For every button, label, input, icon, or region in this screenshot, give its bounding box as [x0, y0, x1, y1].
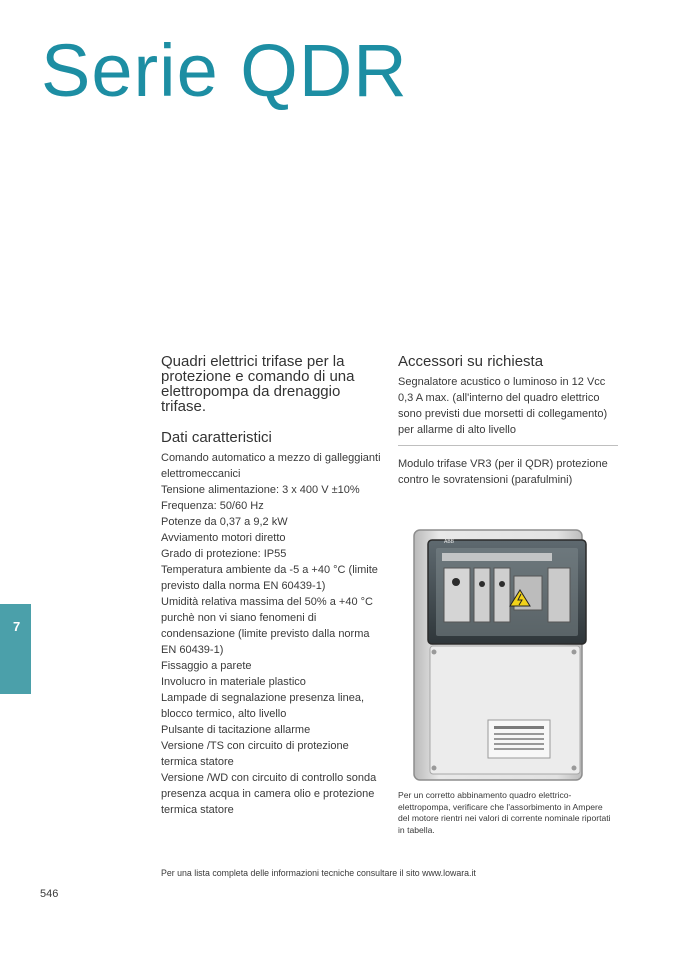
photo-brand-text: ABB — [444, 539, 455, 545]
spec-item: Lampade di segnalazione presenza linea, blocco termico, alto livello — [161, 692, 365, 720]
page-title: Serie QDR — [41, 29, 408, 112]
spec-item: Temperatura ambiente da -5 a +40 °C (limite previsto dalla norma EN 60439-1) — [161, 564, 378, 592]
photo-caption: Per un corretto abbinamento quadro elettrico-elettropompa, verificare che l'assorbimento in Ampere del motore rientri nei valori di corrente nominale riportati in tabella. — [398, 790, 611, 835]
spec-item: Potenze da 0,37 a 9,2 kW — [161, 516, 288, 528]
spec-item: Pulsante di tacitazione allarme — [161, 724, 311, 736]
section-tab-number: 7 — [13, 619, 21, 634]
accessories-heading: Accessori su richiesta — [398, 353, 544, 370]
spec-item: Umidità relativa massima del 50% a +40 °C purchè non vi siano fenomeni di condensazione (limite previsto dalla norma EN 60439-1) — [161, 596, 373, 656]
left-column — [161, 354, 383, 818]
lead-text: Quadri elettrici trifase per la protezione e comando di una elettropompa da drenaggio trifase. — [161, 353, 355, 415]
spec-item: Versione /TS con circuito di protezione termica statore — [161, 740, 349, 768]
page-number: 546 — [40, 888, 59, 900]
spec-item: Involucro in materiale plastico — [161, 676, 306, 688]
accessory-item: Modulo trifase VR3 (per il QDR) protezione contro le sovratensioni (parafulmini) — [398, 458, 608, 486]
right-column — [398, 354, 618, 488]
control-panel-photo — [408, 526, 590, 784]
spec-item: Frequenza: 50/60 Hz — [161, 500, 264, 512]
footer-text: Per una lista completa delle informazioni tecniche consultare il sito www.lowara.it — [161, 868, 476, 878]
spec-item: Avviamento motori diretto — [161, 532, 286, 544]
specs-heading: Dati caratteristici — [161, 429, 272, 446]
spec-item: Grado di protezione: IP55 — [161, 548, 287, 560]
spec-item: Fissaggio a parete — [161, 660, 252, 672]
spec-item: Tensione alimentazione: 3 x 400 V ±10% — [161, 484, 360, 496]
spec-item: Versione /WD con circuito di controllo sonda presenza acqua in camera olio e protezione termica statore — [161, 772, 377, 816]
spec-item: Comando automatico a mezzo di galleggianti elettromeccanici — [161, 452, 381, 480]
accessory-item: Segnalatore acustico o luminoso in 12 Vcc 0,3 A max. (all'interno del quadro elettrico sono previsti due morsetti di collegamento) per allarme di alto livello — [398, 376, 608, 436]
specs-list — [161, 450, 383, 818]
section-tab — [0, 604, 31, 694]
divider — [398, 445, 618, 446]
